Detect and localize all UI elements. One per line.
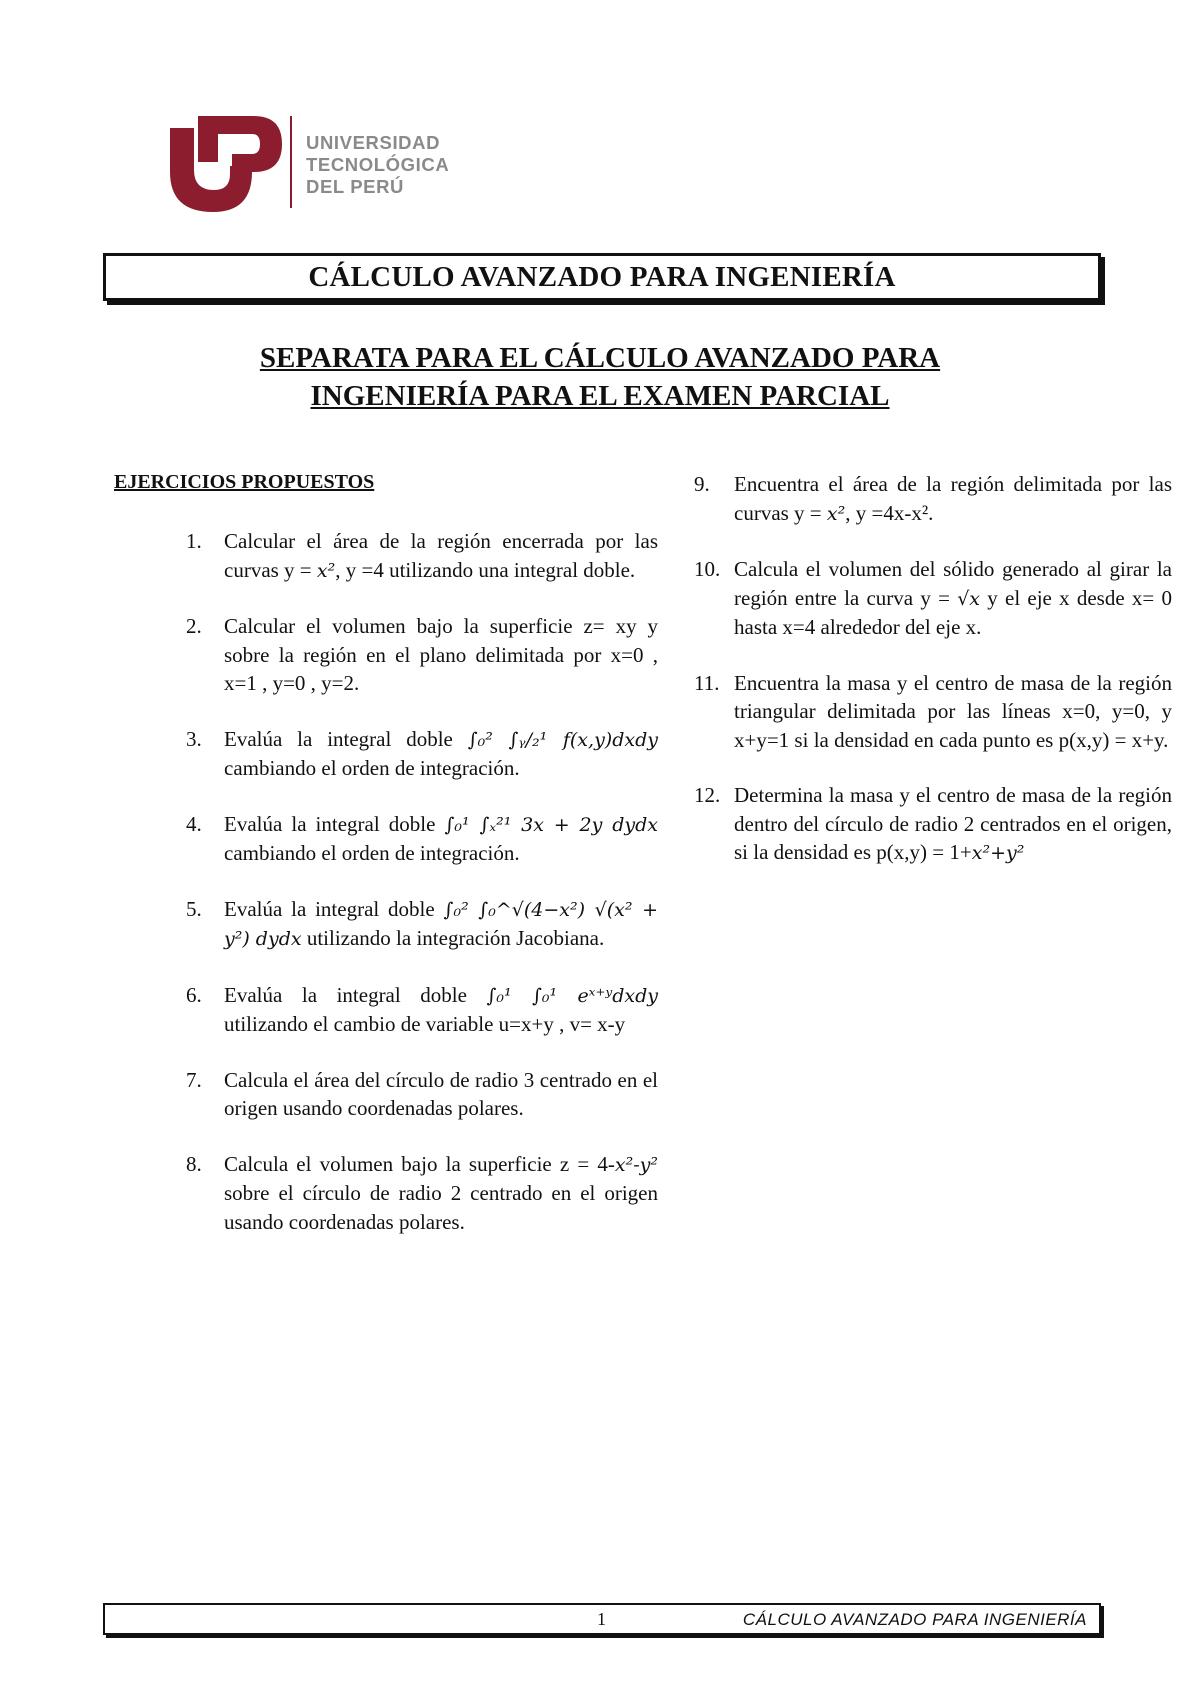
utp-logo-mark-icon <box>168 114 288 214</box>
exercise-text: , y =4 utilizando una integral doble. <box>335 557 636 582</box>
exercise-item <box>186 1150 658 1237</box>
exercise-item <box>694 669 1172 755</box>
exercise-text: Calcular el volumen bajo la superficie z= xy y sobre la región en el plano delimitada por x=0 , x=1 , y=0 , y=2. <box>224 614 658 695</box>
logo-line-3: DEL PERÚ <box>306 176 405 197</box>
logo-line-1: UNIVERSIDAD <box>306 132 441 153</box>
exercise-math: ∫₀¹ ∫₀¹ eˣ⁺ʸdxdy <box>486 984 658 1007</box>
exercise-text: Calcula el área del círculo de radio 3 centrado en el origen usando coordenadas polares. <box>224 1067 658 1120</box>
logo-wordmark <box>306 132 449 198</box>
exercise-item <box>186 895 658 954</box>
exercise-number: 11. <box>694 670 720 695</box>
logo-divider <box>290 116 292 208</box>
exercise-math: √x <box>957 587 981 610</box>
exercise-text: utilizando el cambio de variable u=x+y , v= x-y <box>224 1012 626 1036</box>
exercise-number: 4. <box>186 811 202 836</box>
exercise-number: 8. <box>186 1151 202 1176</box>
exercise-item <box>186 612 658 698</box>
exercise-text: Evalúa la integral doble <box>224 811 445 836</box>
course-title-box <box>103 253 1101 301</box>
exercise-math: x² <box>826 502 846 525</box>
exercise-item <box>186 1066 658 1123</box>
exercise-text: Evalúa la integral doble <box>224 982 487 1007</box>
exercise-number: 7. <box>186 1067 202 1092</box>
exercise-text: Calcula el volumen del sólido generado al girar la región entre la curva y = <box>734 557 1172 610</box>
page-footer <box>103 1603 1101 1635</box>
exercise-number: 9. <box>694 472 710 496</box>
exercise-item <box>694 781 1172 868</box>
exercise-number: 6. <box>186 982 202 1007</box>
exercise-math: x²-y² <box>614 1153 658 1176</box>
exercise-text: cambiando el orden de integración. <box>224 841 520 865</box>
exercise-item <box>186 981 658 1039</box>
exercise-item <box>186 527 658 585</box>
exercise-item <box>186 810 658 868</box>
exercise-math: ∫₀² ∫₀^√(4−x²) √(x² + y²) dydx <box>224 898 658 950</box>
exercise-item <box>694 470 1172 528</box>
exercise-number: 3. <box>186 726 202 751</box>
exercise-number: 2. <box>186 614 202 638</box>
exercise-math: x²+y² <box>971 842 1025 864</box>
exercise-item <box>186 725 658 783</box>
exercise-item <box>694 555 1172 642</box>
logo-line-2: TECNOLÓGICA <box>306 154 450 175</box>
document-subtitle-line-1: SEPARATA PARA EL CÁLCULO AVANZADO PARA <box>259 342 941 374</box>
document-subtitle-line-2: INGENIERÍA PARA EL EXAMEN PARCIAL <box>310 380 890 412</box>
exercise-text: utilizando la integración Jacobiana. <box>301 926 605 950</box>
exercise-math: ∫₀¹ ∫ₓ²¹ 3x + 2y dydx <box>444 813 658 836</box>
exercise-text: Evalúa la integral doble <box>224 896 444 921</box>
exercise-text: y el eje x desde x= 0 hasta x=4 alrededor del eje x. <box>734 585 1172 639</box>
exercise-text: Calcula el volumen bajo la superficie z = 4- <box>224 1151 615 1176</box>
exercise-column-right <box>694 470 1172 895</box>
exercise-math: ∫₀² ∫ᵧ/₂¹ f(x,y)dxdy <box>467 728 658 751</box>
exercise-number: 5. <box>186 896 202 921</box>
footer-title: CÁLCULO AVANZADO PARA INGENIERÍA <box>742 1610 1087 1629</box>
section-heading: EJERCICIOS PROPUESTOS <box>114 471 375 493</box>
exercise-number: 12. <box>694 783 721 807</box>
page-number: 1 <box>597 1609 606 1629</box>
exercise-math: x² <box>316 559 336 582</box>
course-title: CÁLCULO AVANZADO PARA INGENIERÍA <box>308 260 896 293</box>
exercise-text: cambiando el orden de integración. <box>224 756 520 780</box>
exercise-text: Determina la masa y el centro de masa de la región dentro del círculo de radio 2 centrados en el origen, si la densidad es p(x,y) = 1+ <box>734 783 1172 864</box>
exercise-column-left <box>186 527 658 1263</box>
university-logo <box>168 114 468 214</box>
exercise-text: Encuentra la masa y el centro de masa de la región triangular delimitada por las líneas x=0, y=0, y x+y=1 si la densidad en cada punto es p(x,y) = x+y. <box>734 670 1172 752</box>
exercise-number: 1. <box>186 529 202 553</box>
exercise-text: Encuentra el área de la región delimitada por las curvas y = <box>734 472 1172 525</box>
exercise-text: Evalúa la integral doble <box>224 726 468 751</box>
exercise-number: 10. <box>694 557 721 581</box>
exercise-text: sobre el círculo de radio 2 centrado en el origen usando coordenadas polares. <box>224 1181 658 1234</box>
exercise-text: Calcular el área de la región encerrada por las curvas y = <box>224 529 658 582</box>
exercise-text: , y =4x-x². <box>845 500 934 525</box>
